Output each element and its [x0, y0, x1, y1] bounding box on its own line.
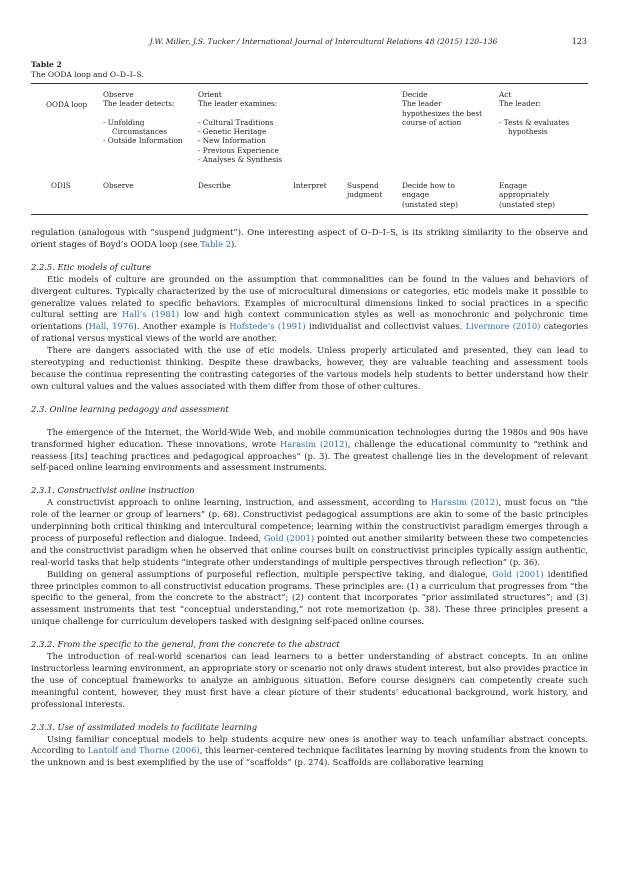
paragraph: Using familiar conceptual models to help students acquire new ones is another way to teach unfamiliar abstract concepts. According to Lantolf and Thorne (2006), this learner-centered technique facilitates learning by moving students from the known to the unknown and is best exemplified by the use of “scaffolds” (p. 274). Scaffolds are collaborative learning	[31, 733, 588, 768]
citation-link[interactable]: Livermore (2010)	[465, 321, 541, 332]
section-heading: 2.3.1. Constructivist online instruction	[31, 485, 195, 496]
citation-link[interactable]: Hall’s (1981)	[122, 309, 180, 320]
cell-ooda-decide: Decide The leader hypothesizes the best course of action	[402, 90, 483, 127]
citation-link[interactable]: Hall, 1976	[88, 321, 134, 332]
cell-odis-describe: Describe	[198, 181, 231, 190]
cell-odis-interpret: Interpret	[293, 181, 327, 190]
paragraph: regulation (analogous with “suspend judgment”). One interesting aspect of O–D–I–S, is its striking similarity to the observe and orient stages of Boyd’s OODA loop (see Table 2).	[31, 227, 588, 249]
section-heading: 2.3. Online learning pedagogy and assessment	[31, 403, 229, 414]
citation-link[interactable]: Lantolf and Thorne (2006)	[87, 745, 200, 756]
paragraph: There are dangers associated with the use of etic models. Unless properly articulated and presented, they can lead to stereotyping and reductionist thinking. Despite these drawbacks, however, they are valuable teaching and assessment tools because the continua representing the contrasting categories of the various models help students to better understand how their own cultural values and the values associated with them differ from those of other cultures.	[31, 345, 588, 391]
row-label-ooda: OODA loop	[46, 100, 88, 109]
page-number: 123	[571, 37, 587, 46]
paragraph: The emergence of the Internet, the World-Wide Web, and mobile communication technologies during the 1980s and 90s have transformed higher education. These innovations, wrote Harasim (2012), challenge the educational community to “rethink and reassess [its] teaching practices and pedagogical approaches” (p. 3). The greatest challenge lies in the development of relevant self-paced online learning environments and assessment instruments.	[31, 426, 588, 473]
citation-link[interactable]: Harasim (2012)	[279, 438, 348, 449]
cell-odis-suspend: Suspend judgment	[347, 181, 383, 200]
cell-ooda-orient: Orient The leader examines: - Cultural Traditions - Genetic Heritage - New Information - Previous Experience - Analyses & Synthesis	[198, 90, 283, 165]
citation-link[interactable]: Gold (2001)	[492, 568, 544, 579]
cell-ooda-act: Act The leader: - Tests & evaluates hypothesis	[499, 90, 570, 137]
table-link[interactable]: Table 2	[200, 238, 232, 249]
paragraph: The introduction of real-world scenarios can lead learners to a better understanding of abstract concepts. In an online instructorless learning environment, an appropriate story or scenario not only draws student interest, but also provides practice in the use of conceptual frameworks to analyze an ambiguous situation. Before course designers can competently create such meaningful content, however, they must first have a clear picture of their students’ educational background, work history, and professional interests.	[31, 651, 588, 709]
body-text	[31, 227, 588, 769]
table-caption-text: The OODA loop and O–D–I–S.	[31, 70, 144, 79]
running-head: J.W. Miller, J.S. Tucker / International Journal of Intercultural Relations 48 (2015) 120–136	[149, 37, 498, 46]
section-heading: 2.3.2. From the specific to the general, from the concrete to the abstract	[31, 639, 340, 650]
ooda-table	[31, 83, 588, 215]
paragraph: Building on general assumptions of purposeful reflection, multiple perspective taking, and dialogue, Gold (2001) identified three principles common to all constructivist education programs. These principles are: (1) a curriculum that progresses from “the specific to the general, from the concrete to the abstract”; (2) content that incorporates “prior assimilated structures”; and (3) assessment instruments that test “conceptual understanding,” not rote memorization (p. 38). These three principles present a unique challenge for curriculum developers tasked with designing self-paced online courses.	[31, 568, 588, 627]
paragraph: Etic models of culture are grounded on the assumption that commonalities can be found in the values and behaviors of divergent cultures. Typically characterized by the use of microcultural dimensions or categories, etic models make it possible to generalize values related to specific behaviors. Examples of microcultural dimensions linked to social practices in a specific cultural setting are Hall’s (1981) low and high context communication styles as well as monochronic and polychronic time orientations (Hall, 1976). Another example is Hofstede’s (1991) individualist and collectivist values. Livermore (2010) categories of rational versus mystical views of the world are another.	[31, 273, 588, 344]
citation-link[interactable]: Gold (2001)	[263, 532, 315, 543]
table-label: Table 2	[31, 60, 62, 69]
citation-link[interactable]: Harasim (2012)	[430, 497, 499, 508]
citation-link[interactable]: Hofstede’s (1991)	[229, 321, 306, 332]
table-caption	[31, 60, 144, 80]
paragraph: A constructivist approach to online learning, instruction, and assessment, according to Harasim (2012), must focus on “the role of the learner or group of learners” (p. 68). Constructivist pedagogical assumptions are akin to some of the basic principles underpinning both critical thinking and intercultural competence; learning within the constructivist paradigm emerges through a process of purposeful reflection and dialogue. Indeed, Gold (2001) pointed out another similarity between these two competencies and the constructivist paradigm when he observed that online courses built on constructivist principles typically assign authentic, real-world tasks that help students “integrate other understandings of multiple perspectives through reflection” (p. 36).	[31, 497, 588, 567]
section-heading: 2.2.5. Etic models of culture	[31, 261, 151, 272]
cell-odis-decide: Decide how to engage (unstated step)	[402, 181, 459, 209]
cell-odis-engage: Engage appropriately (unstated step)	[499, 181, 556, 209]
row-label-odis: ODIS	[51, 181, 71, 190]
cell-ooda-observe: Observe The leader detects: - Unfolding Circumstances - Outside Information	[103, 90, 183, 146]
cell-odis-observe: Observe	[103, 181, 134, 190]
section-heading: 2.3.3. Use of assimilated models to facilitate learning	[31, 721, 258, 732]
